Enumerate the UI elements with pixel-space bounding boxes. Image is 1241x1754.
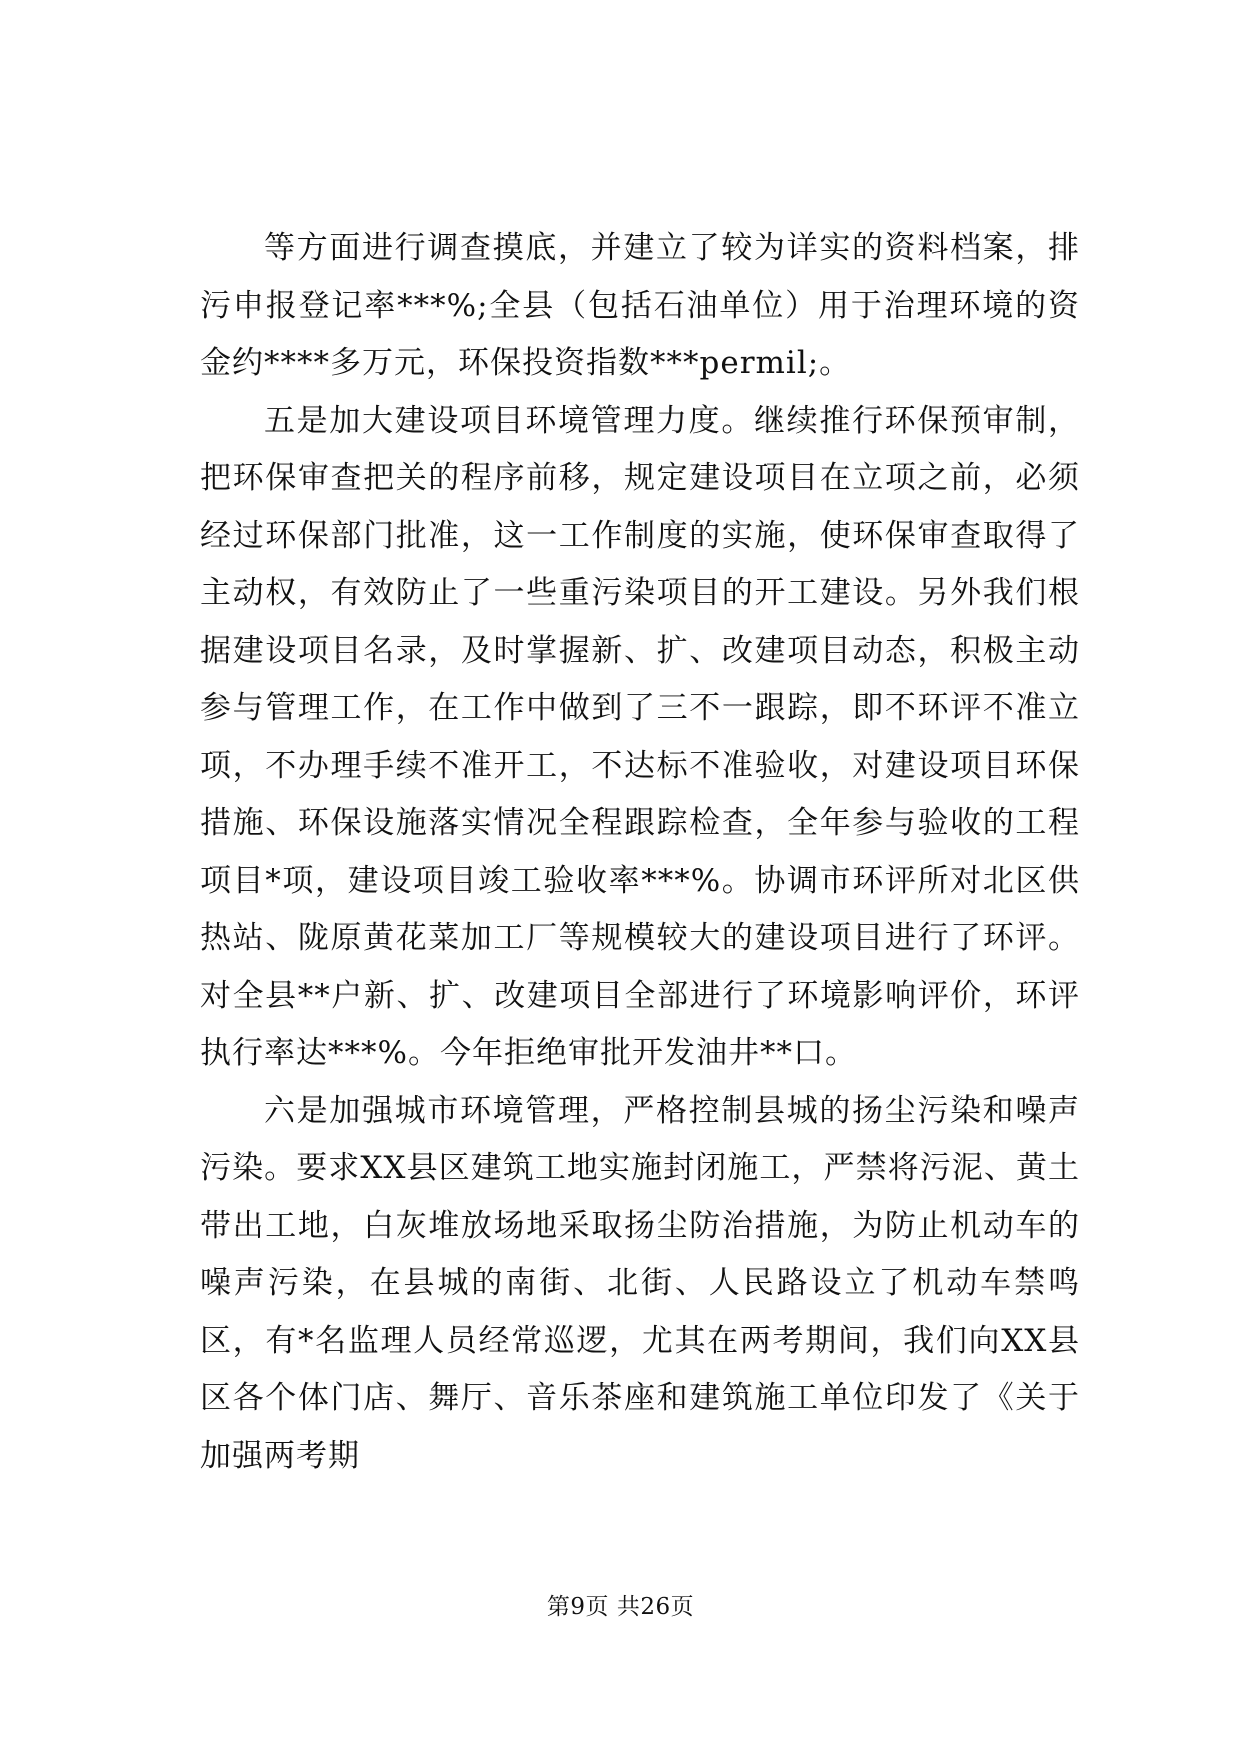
page-number-footer: 第9页 共26页 bbox=[546, 1594, 695, 1620]
paragraph-item-6: 六是加强城市环境管理，严格控制县城的扬尘污染和噪声污染。要求XX县区建筑工地实施封闭施工，严禁将污泥、黄土带出工地，白灰堆放场地采取扬尘防治措施，为防止机动车的噪声污染，在县城的南街、北街、人民路设立了机动车禁鸣区，有*名监理人员经常巡逻，尤其在两考期间，我们向XX县区各个体门店、舞厅、音乐茶座和建筑施工单位印发了《关于加强两考期 bbox=[200, 1092, 1080, 1474]
paragraph-item-5: 五是加大建设项目环境管理力度。继续推行环保预审制，把环保审查把关的程序前移，规定建设项目在立项之前，必须经过环保部门批准，这一工作制度的实施，使环保审查取得了主动权，有效防止了一些重污染项目的开工建设。另外我们根据建设项目名录，及时掌握新、扩、改建项目动态，积极主动参与管理工作，在工作中做到了三不一跟踪，即不环评不准立项，不办理手续不准开工，不达标不准验收，对建设项目环保措施、环保设施落实情况全程跟踪检查，全年参与验收的工程项目*项，建设项目竣工验收率***%。协调市环评所对北区供热站、陇原黄花菜加工厂等规模较大的建设项目进行了环评。对全县**户新、扩、改建项目全部进行了环境影响评价，环评执行率达***%。今年拒绝审批开发油井**口。 bbox=[200, 402, 1080, 1071]
paragraph-continued: 等方面进行调查摸底，并建立了较为详实的资料档案，排污申报登记率***%;全县（包括石油单位）用于治理环境的资金约****多万元，环保投资指数***permil;。 bbox=[200, 230, 1080, 381]
document-body bbox=[200, 220, 1080, 1485]
